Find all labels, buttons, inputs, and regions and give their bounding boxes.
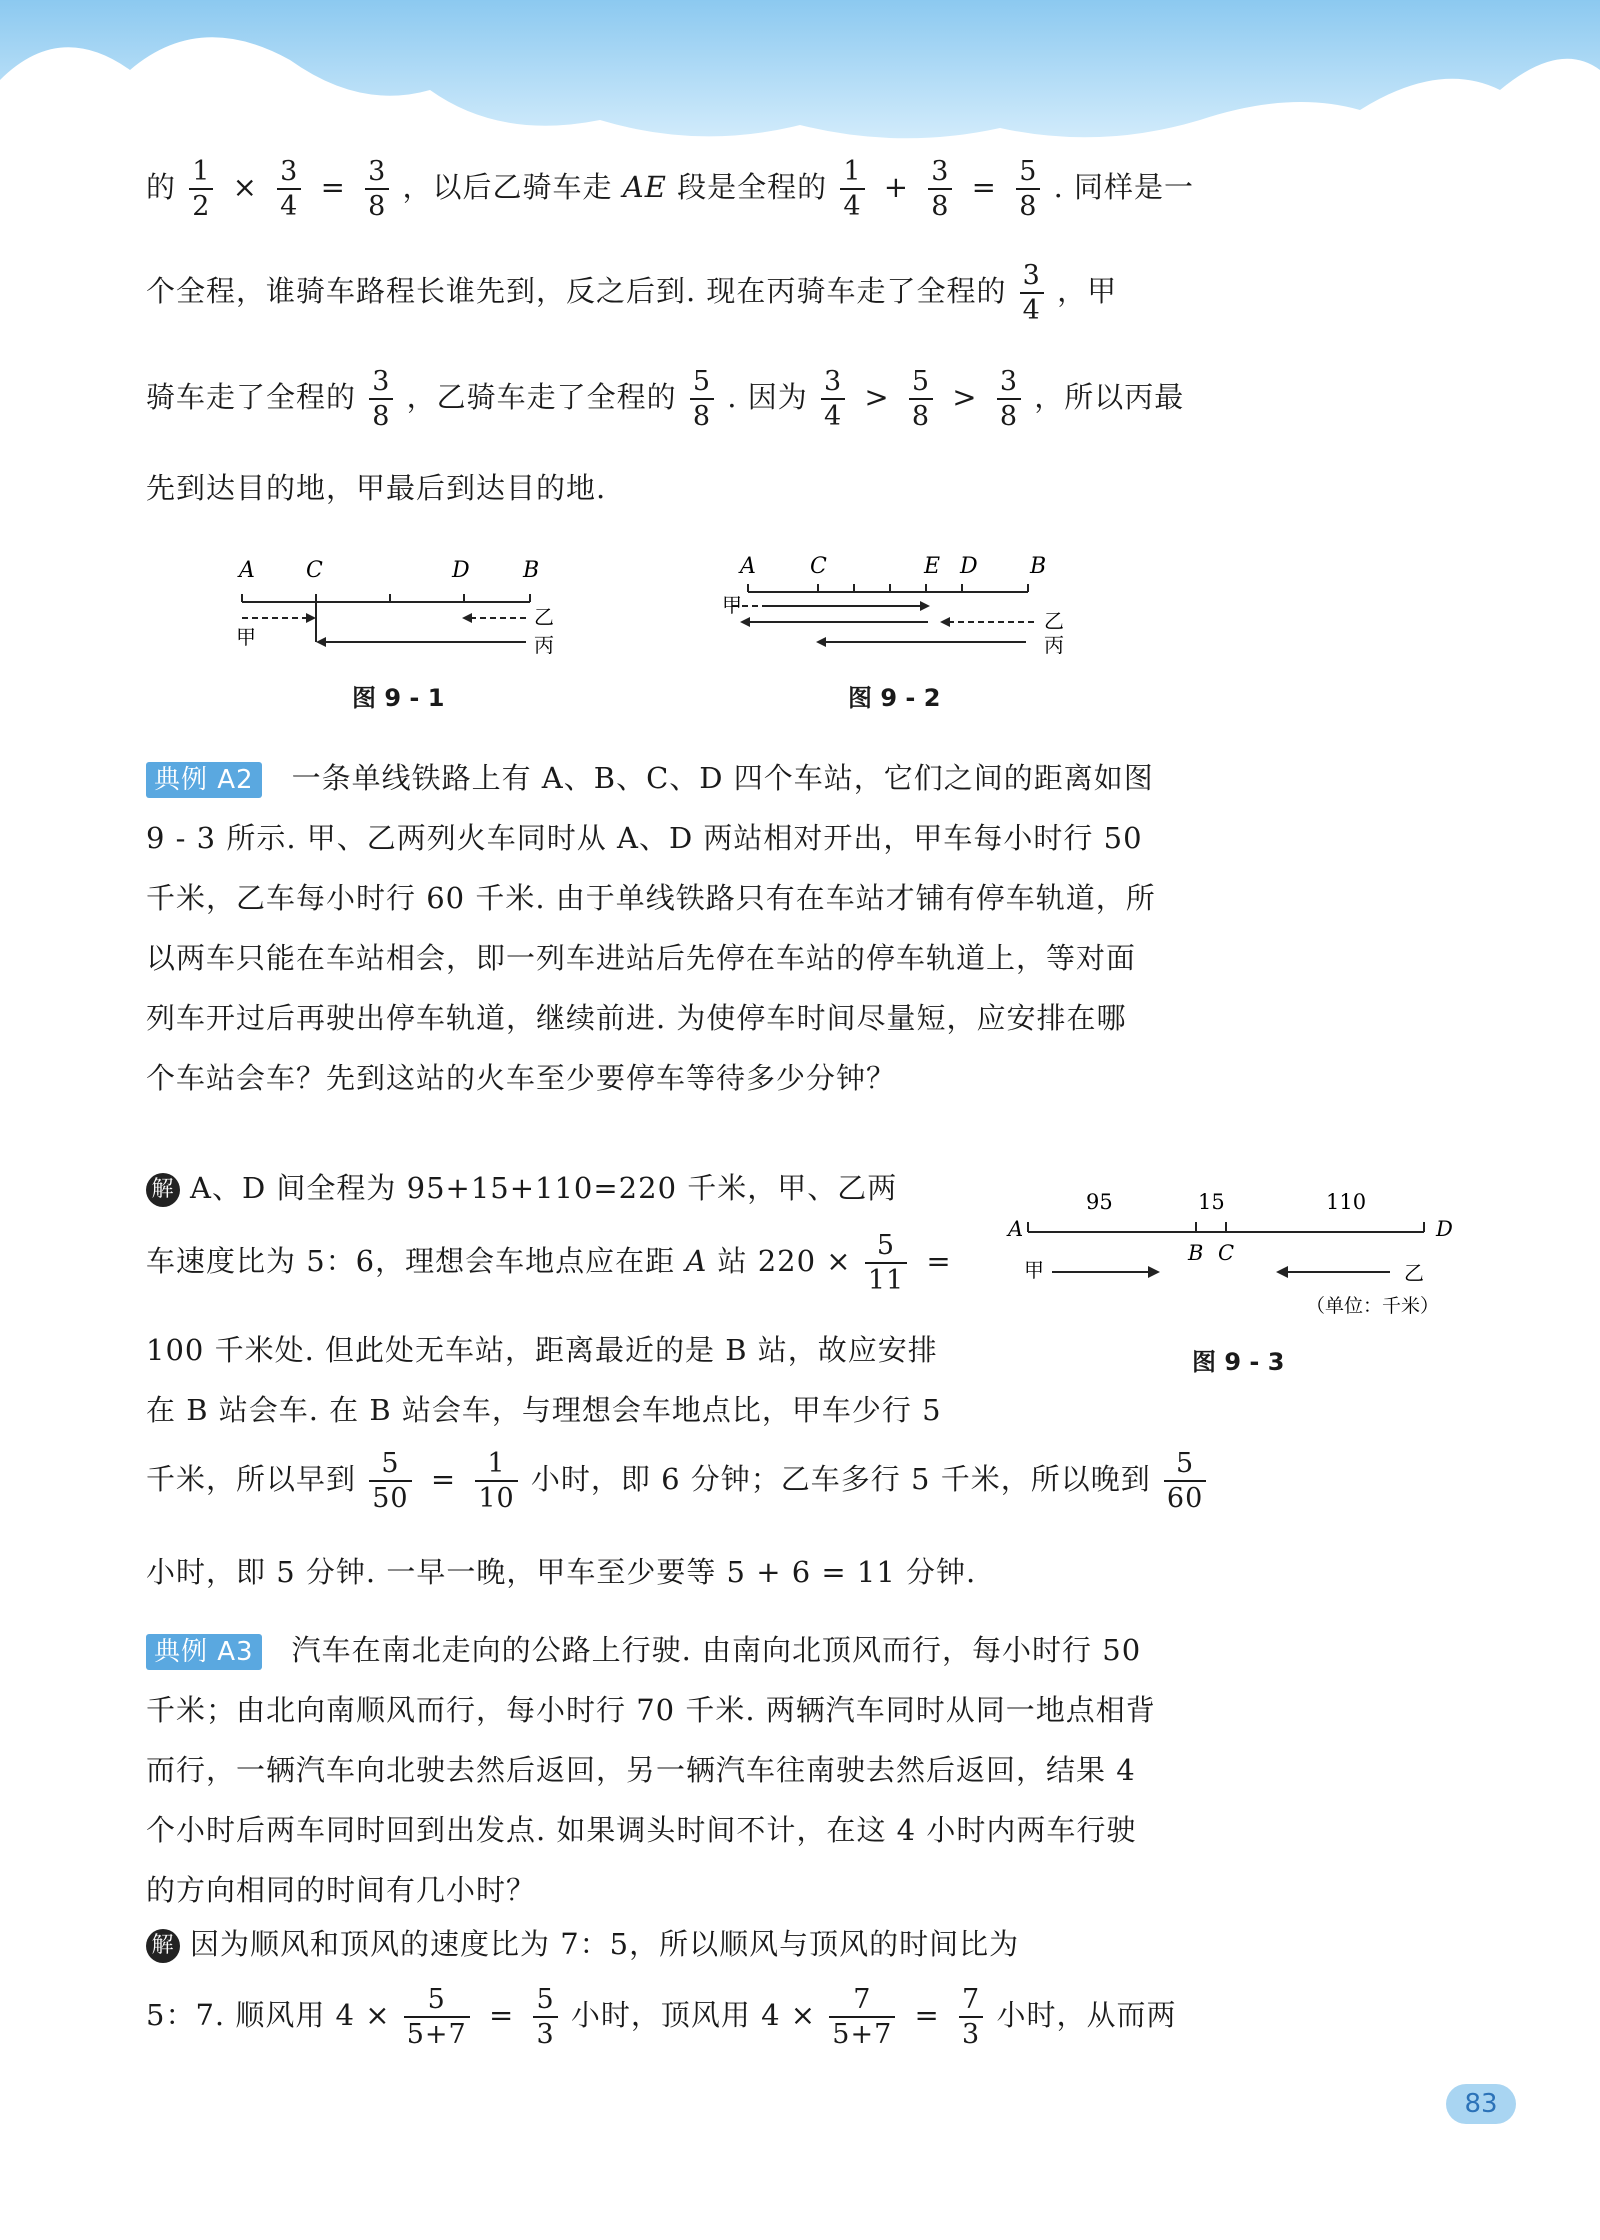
- figure-9-3: [1000, 1180, 1480, 1340]
- example-a3: [146, 1620, 1156, 1920]
- operator: >: [952, 380, 978, 414]
- operator: =: [320, 170, 346, 204]
- label-c: C: [810, 554, 827, 579]
- fraction: $\frac{3}{8}$: [369, 368, 393, 430]
- fraction: $\frac{3}{4}$: [821, 368, 845, 430]
- example-tag: 典例 A3: [146, 1634, 262, 1670]
- text-segment: ，所以丙最: [1034, 380, 1185, 414]
- text-segment: 段是全程的: [677, 170, 828, 204]
- label-jia: 甲: [1024, 1258, 1044, 1282]
- solution-a2-line-1: [146, 1166, 897, 1207]
- solution-icon: 解: [146, 1173, 180, 1207]
- fraction: $\frac{3}{8}$: [365, 158, 389, 220]
- figure-9-2-caption: 图 9 - 2: [848, 684, 941, 712]
- text-line-4: [146, 466, 606, 507]
- text-segment: 因为顺风和顶风的速度比为 7：5，所以顺风与顶风的时间比为: [190, 1927, 1020, 1961]
- label-d: D: [960, 554, 978, 579]
- fraction: $\frac{3}{4}$: [1020, 262, 1044, 324]
- text-segment: 小时，顶风用 4 ×: [570, 1998, 817, 2032]
- label-bing: 丙: [534, 633, 554, 657]
- solution-icon: 解: [146, 1929, 180, 1963]
- fraction: $\frac{3}{8}$: [928, 158, 952, 220]
- text-segment: 100 千米处. 但此处无车站，距离最近的是 B 站，故应安排: [146, 1333, 938, 1367]
- text-segment: ，乙骑车走了全程的: [406, 380, 677, 414]
- text-segment: 的: [146, 170, 177, 204]
- label-c: C: [1218, 1241, 1235, 1265]
- text-segment: A、D 间全程为 95+15+110=220 千米，甲、乙两: [190, 1171, 898, 1205]
- segment-label: AE: [622, 170, 667, 204]
- fraction: $\frac{5}{5+7}$: [404, 1986, 470, 2048]
- text-segment: 小时，即 6 分钟；乙车多行 5 千米，所以晚到: [530, 1462, 1151, 1496]
- label-b: B: [523, 558, 540, 583]
- distance-95: 95: [1086, 1190, 1113, 1214]
- example-a2-text: 一条单线铁路上有 A、B、C、D 四个车站，它们之间的距离如图 9 - 3 所示. 甲、乙两列火车同时从 A、D 两站相对开出，甲车每小时行 50 千米，乙车每小时行 60 千米. 由于单线铁路只有在车站才铺有停车轨道，所以两车只能在车站相会，即一列车进站后先停在车站的停车轨道上，等对面列车开过后再驶出停车轨道，继续前进. 为使停车时间尽量短，应安排在哪个车站会车？先到这站的火车至少要停车等待多少分钟？: [146, 761, 1156, 1095]
- text-segment: . 同样是一: [1053, 170, 1195, 204]
- text-segment: 车速度比为 5：6，理想会车地点应在距: [146, 1244, 676, 1278]
- text-segment: 小时，从而两: [996, 1998, 1177, 2032]
- solution-a2-line-6: [146, 1550, 976, 1591]
- label-a: A: [1008, 1217, 1024, 1241]
- fraction: $\frac{1}{4}$: [840, 158, 864, 220]
- operator: >: [864, 380, 890, 414]
- page-number: 83: [1446, 2084, 1516, 2124]
- solution-a2-line-3: [146, 1328, 938, 1369]
- operator: =: [914, 1998, 940, 2032]
- text-segment: 个全程，谁骑车路程长谁先到，反之后到. 现在丙骑车走了全程的: [146, 274, 1007, 308]
- solution-a2-line-5: [146, 1450, 1209, 1512]
- operator: =: [488, 1998, 515, 2032]
- text-segment: 在 B 站会车. 在 B 站会车，与理想会车地点比，甲车少行 5: [146, 1393, 942, 1427]
- text-segment: ，以后乙骑车走: [402, 170, 613, 204]
- text-segment: 站 220 ×: [717, 1244, 852, 1278]
- text-segment: . 因为: [727, 380, 808, 414]
- label-b: B: [1188, 1241, 1204, 1265]
- fraction: $\frac{5}{50}$: [369, 1450, 411, 1512]
- operator: +: [883, 170, 910, 204]
- fraction: $\frac{3}{4}$: [277, 158, 301, 220]
- label-e: E: [924, 554, 941, 579]
- fraction: $\frac{1}{2}$: [189, 158, 213, 220]
- label-jia: 甲: [722, 593, 742, 617]
- station-label: A: [685, 1244, 708, 1278]
- label-jia: 甲: [236, 625, 256, 649]
- figure-9-1-caption: 图 9 - 1: [352, 684, 445, 712]
- text-segment: 先到达目的地，甲最后到达目的地.: [146, 471, 607, 505]
- label-yi: 乙: [534, 605, 554, 629]
- text-line-1: [146, 158, 1194, 220]
- text-line-2: [146, 262, 1117, 324]
- solution-a2-line-4: [146, 1388, 942, 1429]
- label-c: C: [306, 558, 323, 583]
- figure-9-1: [230, 552, 590, 662]
- label-yi: 乙: [1044, 609, 1064, 633]
- text-segment: 5：7. 顺风用 4 ×: [146, 1998, 391, 2032]
- text-segment: 小时，即 5 分钟. 一早一晚，甲车至少要等 5 + 6 = 11 分钟.: [146, 1555, 977, 1589]
- label-bing: 丙: [1044, 633, 1064, 657]
- solution-a3-line-2: [146, 1986, 1176, 2048]
- unit-label: （单位：千米）: [1306, 1295, 1440, 1317]
- operator: =: [926, 1244, 952, 1278]
- fraction: $\frac{7}{3}$: [959, 1986, 983, 2048]
- example-a3-text: 汽车在南北走向的公路上行驶. 由南向北顶风而行，每小时行 50 千米；由北向南顺风而行，每小时行 70 千米. 两辆汽车同时从同一地点相背而行，一辆汽车向北驶去然后返回，另一辆汽车往南驶去然后返回，结果 4 个小时后两车同时回到出发点. 如果调头时间不计，在这 4 小时内两车行驶的方向相同的时间有几小时？: [146, 1633, 1156, 1907]
- operator: =: [971, 170, 997, 204]
- label-yi: 乙: [1404, 1261, 1424, 1285]
- fraction: $\frac{5}{8}$: [690, 368, 714, 430]
- fraction: $\frac{5}{8}$: [1016, 158, 1040, 220]
- figure-9-2: [718, 548, 1078, 660]
- distance-15: 15: [1198, 1190, 1225, 1214]
- figure-9-3-caption: 图 9 - 3: [1192, 1348, 1285, 1376]
- solution-a3-line-1: [146, 1922, 1019, 1963]
- text-line-3: [146, 368, 1184, 430]
- fraction: $\frac{5}{8}$: [909, 368, 933, 430]
- fraction: $\frac{5}{3}$: [533, 1986, 557, 2048]
- fraction: $\frac{7}{5+7}$: [829, 1986, 895, 2048]
- text-segment: ，甲: [1057, 274, 1118, 308]
- distance-110: 110: [1326, 1190, 1367, 1214]
- label-d: D: [452, 558, 470, 583]
- text-segment: 骑车走了全程的: [146, 380, 357, 414]
- text-segment: 千米，所以早到: [146, 1462, 357, 1496]
- fraction: $\frac{3}{8}$: [997, 368, 1021, 430]
- fraction: $\frac{5}{11}$: [865, 1232, 907, 1294]
- label-a: A: [239, 558, 255, 583]
- label-b: B: [1030, 554, 1047, 579]
- operator: =: [430, 1462, 457, 1496]
- label-d: D: [1436, 1217, 1453, 1241]
- solution-a2-line-2: [146, 1232, 958, 1294]
- example-a2: [146, 748, 1156, 1108]
- fraction: $\frac{5}{60}$: [1164, 1450, 1206, 1512]
- fraction: $\frac{1}{10}$: [475, 1450, 517, 1512]
- cloud-header-decoration: [0, 0, 1600, 150]
- example-tag: 典例 A2: [146, 762, 262, 798]
- operator: ×: [232, 170, 258, 204]
- label-a: A: [740, 554, 756, 579]
